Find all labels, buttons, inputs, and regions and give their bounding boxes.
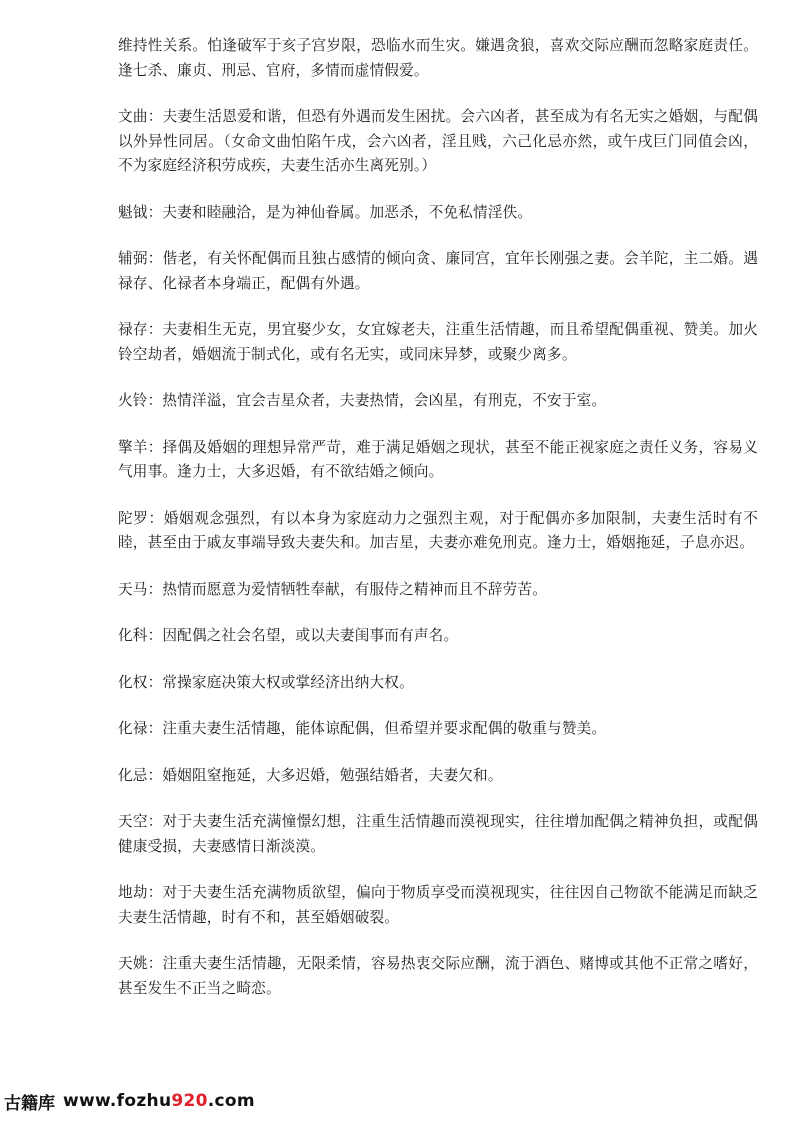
paragraph-kuiyue: 魁钺：夫妻和睦融洽，是为神仙眷属。加恶杀，不免私情淫佚。 <box>118 203 533 221</box>
paragraph-dijie: 地劫：对于夫妻生活充满物质欲望，偏向于物质享受而漠视现实，往往因自己物欲不能满足而缺乏夫妻生活情趣，时有不和，甚至婚姻破裂。 <box>118 884 758 926</box>
paragraph-tuoluo: 陀罗：婚姻观念强烈，有以本身为家庭动力之强烈主观，对于配偶亦多加限制，夫妻生活时有不睦，甚至由于戚友事端导致夫妻失和。加吉星，夫妻亦难免刑克。逢力士，婚姻拖延，子息亦迟。 <box>118 509 758 551</box>
paragraph-tiankong: 天空：对于夫妻生活充满憧憬幻想，注重生活情趣而漠视现实，往往增加配偶之精神负担，或配偶健康受损，夫妻感情日渐淡漠。 <box>118 813 758 855</box>
document-body <box>118 34 758 1023</box>
paragraph-tianyao: 天姚：注重夫妻生活情趣，无限柔情，容易热衷交际应酬，流于酒色、赌博或其他不正常之嗜好，甚至发生不正当之畸恋。 <box>118 955 758 997</box>
paragraph-hualu: 化禄：注重夫妻生活情趣，能体谅配偶，但希望并要求配偶的敬重与赞美。 <box>118 720 607 737</box>
paragraph-huake: 化科：因配偶之社会名望，或以夫妻闺事而有声名。 <box>118 627 459 644</box>
footer-site-link[interactable] <box>63 1091 255 1111</box>
paragraph-huaji: 化忌：婚姻阻窒拖延，大多迟婚，勉强结婚者，夫妻欠和。 <box>118 766 503 784</box>
site-suffix: .com <box>207 1091 255 1111</box>
footer-brand: 古籍库 <box>4 1093 55 1114</box>
paragraph-wenqu: 文曲：夫妻生活恩爱和谐，但恐有外遇而发生困扰。会六凶者，甚至成为有名无实之婚姻，与配偶以外异性同居。（女命文曲怕陷午戌，会六凶者，淫且贱，六己化忌亦然，或午戌巨门同值会凶，不为家庭经济积劳成疾，夫妻生活亦生离死别。） <box>118 108 758 174</box>
paragraph-huaquan: 化权：常操家庭决策大权或掌经济出纳大权。 <box>118 673 414 691</box>
footer-watermark <box>4 1086 255 1116</box>
paragraph-continuation: 维持性关系。怕逢破军于亥子宫岁限，恐临水而生灾。嫌遇贪狼，喜欢交际应酬而忽略家庭责任。逢七杀、廉贞、刑忌、官府，多情而虚情假爱。 <box>118 37 758 79</box>
site-number: 920 <box>171 1091 208 1111</box>
paragraph-tianma: 天马：热情而愿意为爱情牺牲奉献，有服侍之精神而且不辞劳苦。 <box>118 580 548 598</box>
paragraph-qingyang: 擎羊：择偶及婚姻的理想异常严苛，难于满足婚姻之现状，甚至不能正视家庭之责任义务，容易义气用事。逢力士，大多迟婚，有不欲结婚之倾向。 <box>118 438 758 480</box>
paragraph-huoling: 火铃：热情洋溢，宜会吉星众者，夫妻热情，会凶星，有刑克，不安于室。 <box>118 392 607 409</box>
paragraph-fubi: 辅弼：偕老，有关怀配偶而且独占感情的倾向贪、廉同宫，宜年长刚强之妻。会羊陀，主二婚。遇禄存、化禄者本身端正，配偶有外遇。 <box>118 250 758 292</box>
paragraph-lucun: 禄存：夫妻相生无克，男宜娶少女，女宜嫁老夫，注重生活情趣，而且希望配偶重视、赞美。加火铃空劫者，婚姻流于制式化，或有名无实，或同床异梦，或聚少离多。 <box>118 321 758 363</box>
site-prefix: www.fozhu <box>63 1091 172 1111</box>
